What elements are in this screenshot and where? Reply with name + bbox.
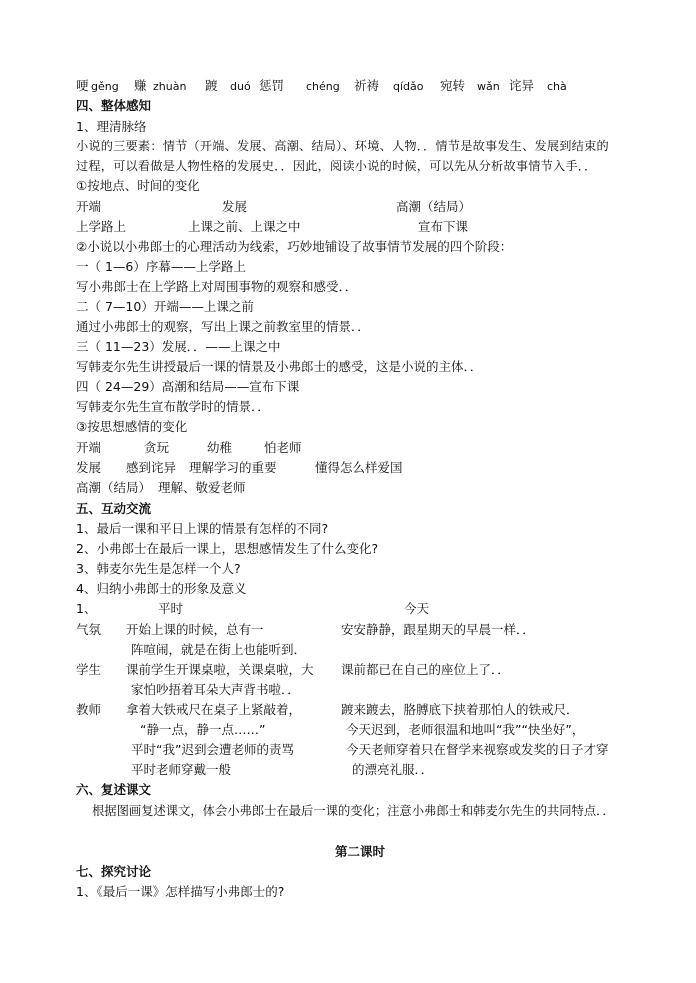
stage-description: 写韩麦尔先生讲授最后一课的情景及小弗郎士的感受，这是小说的主体．．	[76, 359, 483, 374]
section-title: 七、探究讨论	[76, 864, 152, 879]
paragraph-line: 过程，可以看做是人物性格的发展史．．因此，阅读小说的时候，可以先从分析故事情节入手．．	[76, 159, 597, 173]
usual-text: 阵喧闹，就是在街上也能听到．	[131, 642, 307, 657]
stage-heading: 二（ 7—10）开端——上课之前	[76, 299, 254, 314]
stage-description: 写小弗郎士在上学路上对周围事物的观察和感受．．	[76, 279, 358, 294]
emotion-cell: 理解学习的重要	[189, 460, 277, 475]
usual-text: 拿着大铁戒尺在桌子上紧敲着，	[126, 702, 302, 717]
emotion-cell: 开端	[76, 440, 102, 455]
section-title: 六、复述课文	[76, 782, 152, 797]
question: 2、小弗郎士在最后一课上，思想感情发生了什么变化?	[76, 541, 379, 556]
usual-text: 开始上课的时候，总有一	[126, 622, 264, 637]
emotion-cell: 高潮（结局）	[76, 480, 152, 495]
today-text: 课前都已在自己的座位上了．．	[341, 662, 510, 677]
usual-text: 平时老师穿戴一般	[131, 762, 232, 777]
stage-place: 上学路上	[76, 219, 127, 234]
comparison-number: 1、	[76, 601, 97, 616]
emotion-cell: 理解、敬爱老师	[158, 480, 246, 495]
question: 3、韩麦尔先生是怎样一个人?	[76, 561, 241, 576]
emotion-cell: 感到诧异	[126, 460, 177, 475]
vocab-word: 祈祷	[354, 78, 380, 93]
stage-label: 开端	[76, 199, 102, 214]
method-heading: ③按思想感情的变化	[76, 419, 188, 434]
vocab-pinyin: chà	[547, 80, 567, 93]
stage-label: 高潮（结局）	[396, 199, 472, 214]
vocab-pinyin: gěng	[91, 80, 119, 93]
section-title: 四、整体感知	[76, 98, 152, 113]
today-text: 的漂亮礼服．．	[352, 762, 434, 777]
vocab-word: 哽	[76, 78, 89, 93]
emotion-cell: 幼稚	[207, 440, 233, 455]
paragraph-line: 小说的三要素：情节（开端、发展、高潮、结局）、环境、人物．．情节是故事发生、发展到结束的	[76, 139, 609, 153]
question: 1、《最后一课》怎样描写小弗郎士的?	[76, 884, 285, 899]
vocab-pinyin: zhuàn	[153, 80, 187, 93]
vocab-word: 宛转	[440, 78, 466, 93]
vocab-word: 惩罚	[259, 78, 285, 93]
comparison-header: 平时	[158, 601, 184, 616]
method-heading: ②小说以小弗郎士的心理活动为线索，巧妙地铺设了故事情节发展的四个阶段：	[76, 239, 513, 254]
usual-text: 家怕吵捂着耳朵大声背书啦．．	[131, 682, 300, 697]
vocab-word: 赚	[134, 78, 147, 93]
stage-heading: 四（ 24—29）高潮和结局——宣布下课	[76, 379, 300, 394]
vocab-word: 踱	[205, 78, 218, 93]
emotion-cell: 发展	[76, 460, 102, 475]
stage-place: 上课之前、上课之中	[188, 219, 301, 234]
question: 4、归纳小弗郎士的形象及意义	[76, 581, 247, 596]
stage-description: 通过小弗郎士的观察，写出上课之前教室里的情景．．	[76, 319, 370, 334]
today-text: 今天老师穿着只在督学来视察或发奖的日子才穿	[346, 742, 609, 757]
comparison-header: 今天	[404, 601, 430, 616]
row-label: 教师	[76, 702, 102, 717]
emotion-cell: 懂得怎么样爱国	[315, 460, 403, 475]
usual-text: “静一点，静一点……”	[140, 722, 266, 737]
stage-label: 发展	[222, 199, 248, 214]
today-text: 今天迟到，老师很温和地叫“我”“快坐好”，	[346, 722, 585, 737]
stage-place: 宣布下课	[418, 219, 469, 234]
vocab-word: 诧异	[509, 78, 535, 93]
vocab-pinyin: qídǎo	[393, 80, 424, 93]
today-text: 安安静静，跟星期天的早晨一样．．	[341, 622, 535, 637]
section-title: 五、互动交流	[76, 501, 152, 516]
stage-heading: 三（ 11—23）发展．．——上课之中	[76, 339, 281, 354]
subheading: 1、理清脉络	[76, 119, 147, 134]
usual-text: 平时“我”迟到会遭老师的责骂	[131, 742, 294, 757]
method-heading: ①按地点、时间的变化	[76, 178, 200, 193]
vocab-pinyin: chéng	[306, 80, 340, 93]
emotion-cell: 贪玩	[144, 440, 170, 455]
stage-description: 写韩麦尔先生宣布散学时的情景．．	[76, 399, 270, 414]
paragraph-line: 根据图画复述课文，体会小弗郎士在最后一课的变化；注意小弗郎士和韩麦尔先生的共同特点．．	[92, 804, 615, 818]
lesson-heading: 第二课时	[335, 844, 386, 859]
row-label: 学生	[76, 662, 102, 677]
stage-heading: 一（ 1—6）序幕——上学路上	[76, 259, 246, 274]
vocab-pinyin: wǎn	[477, 80, 500, 93]
question: 1、最后一课和平日上课的情景有怎样的不同?	[76, 521, 329, 536]
today-text: 踱来踱去，胳膊底下挟着那怕人的铁戒尺．	[341, 702, 579, 717]
row-label: 气氛	[76, 622, 102, 637]
usual-text: 课前学生开课桌啦，关课桌啦，大	[126, 662, 314, 677]
vocab-pinyin: duó	[230, 80, 251, 93]
emotion-cell: 怕老师	[264, 440, 302, 455]
